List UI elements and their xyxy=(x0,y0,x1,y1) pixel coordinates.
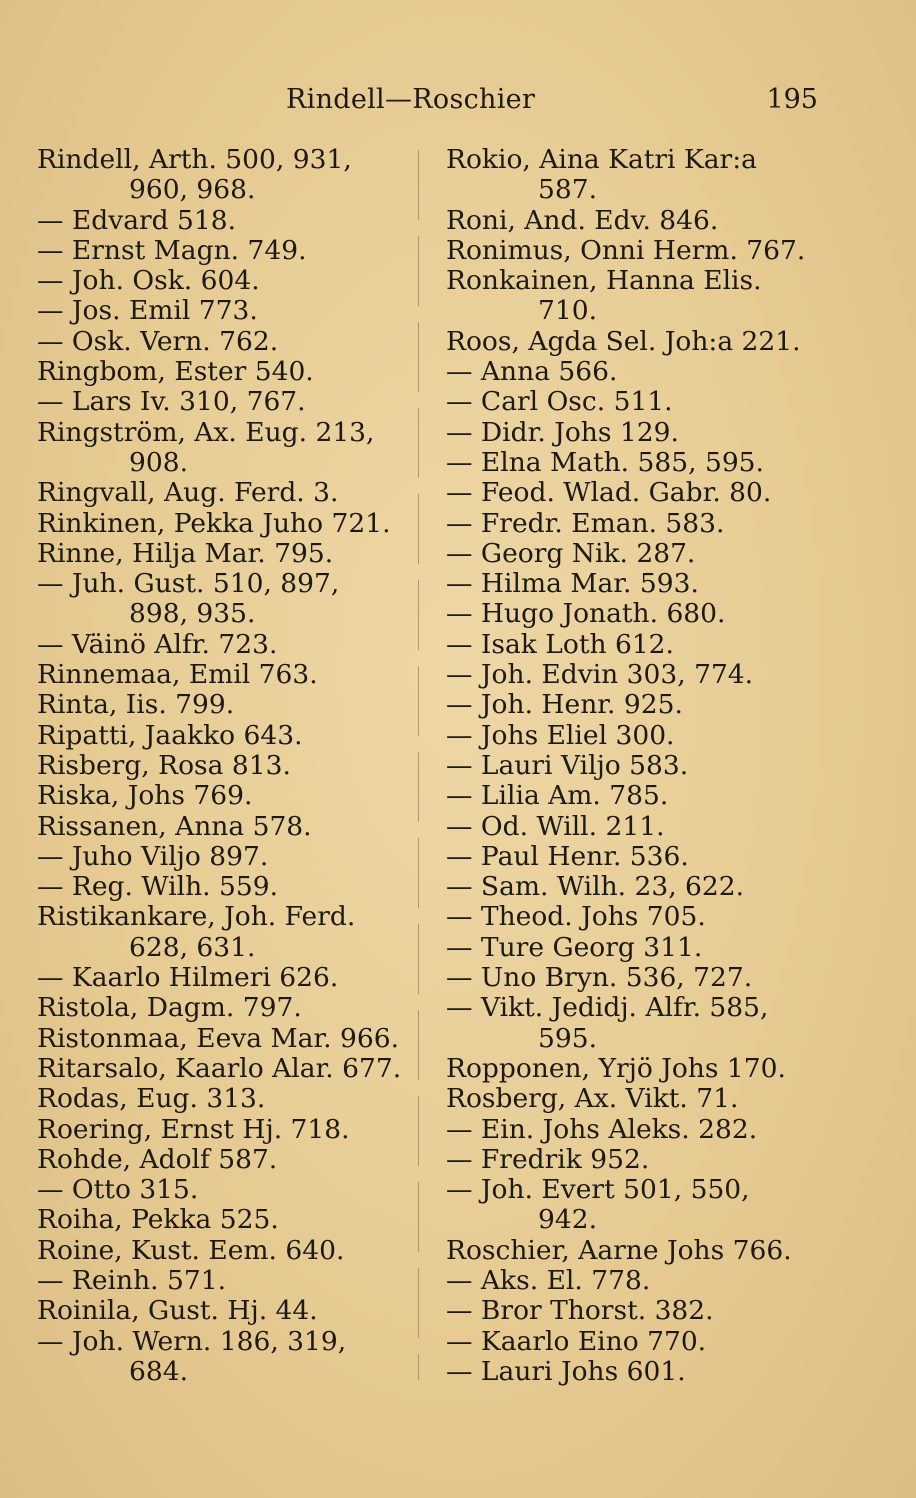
index-entry: — Ein. Johs Aleks. 282. xyxy=(446,1113,758,1145)
index-entry: — Hilma Mar. 593. xyxy=(446,568,699,600)
index-entry: Ritarsalo, Kaarlo Alar. 677. xyxy=(37,1052,402,1084)
index-entry-continuation: 595. xyxy=(538,1022,598,1054)
index-entry: Rissanen, Anna 578. xyxy=(37,810,312,842)
index-entry: — Georg Nik. 287. xyxy=(446,537,696,569)
index-entry: — Paul Henr. 536. xyxy=(446,840,689,872)
index-column-left xyxy=(37,144,402,1387)
index-entry: — Osk. Vern. 762. xyxy=(37,325,279,357)
index-entry: Roine, Kust. Eem. 640. xyxy=(37,1234,345,1266)
index-entry: Rinta, Iis. 799. xyxy=(37,689,235,721)
index-entry: Ronimus, Onni Herm. 767. xyxy=(446,234,806,266)
index-entry: Roering, Ernst Hj. 718. xyxy=(37,1113,350,1145)
index-entry: Roschier, Aarne Johs 766. xyxy=(446,1234,792,1266)
index-entry: — Lars Iv. 310, 767. xyxy=(37,386,306,418)
page-number: 195 xyxy=(766,84,818,115)
index-entry: — Isak Loth 612. xyxy=(446,628,674,660)
running-header xyxy=(0,84,916,124)
index-entry: Roinila, Gust. Hj. 44. xyxy=(37,1295,318,1327)
index-entry: — Ernst Magn. 749. xyxy=(37,234,307,266)
index-entry: Rodas, Eug. 313. xyxy=(37,1083,266,1115)
index-entry: Riska, Johs 769. xyxy=(37,780,253,812)
index-entry: — Edvard 518. xyxy=(37,204,237,236)
index-entry-continuation: 908. xyxy=(129,446,189,478)
index-entry: — Sam. Wilh. 23, 622. xyxy=(446,871,745,903)
index-entry: — Johs Eliel 300. xyxy=(446,719,675,751)
column-divider xyxy=(418,150,419,1380)
index-entry: Roos, Agda Sel. Joh:a 221. xyxy=(446,325,801,357)
index-entry: — Joh. Edvin 303, 774. xyxy=(446,659,754,691)
index-entry-continuation: 628, 631. xyxy=(129,931,256,963)
index-entry: — Vikt. Jedidj. Alfr. 585, xyxy=(446,992,769,1024)
index-entry: — Fredr. Eman. 583. xyxy=(446,507,725,539)
index-entry: Ristola, Dagm. 797. xyxy=(37,992,302,1024)
index-entry: Ringbom, Ester 540. xyxy=(37,356,314,388)
index-column-right xyxy=(446,145,816,1387)
index-entry: — Bror Thorst. 382. xyxy=(446,1295,714,1327)
index-entry: — Lauri Johs 601. xyxy=(446,1355,686,1387)
index-entry: Ristonmaa, Eeva Mar. 966. xyxy=(37,1022,400,1054)
index-entry-continuation: 942. xyxy=(538,1204,598,1236)
index-entry: Ristikankare, Joh. Ferd. xyxy=(37,901,356,933)
index-entry: — Väinö Alfr. 723. xyxy=(37,628,278,660)
index-entry: — Joh. Henr. 925. xyxy=(446,689,683,721)
index-entry: Rosberg, Ax. Vikt. 71. xyxy=(446,1083,739,1115)
index-entry: — Juh. Gust. 510, 897, xyxy=(37,568,340,600)
index-entry: Risberg, Rosa 813. xyxy=(37,749,291,781)
index-entry: Rinkinen, Pekka Juho 721. xyxy=(37,507,391,539)
index-entry: Rohde, Adolf 587. xyxy=(37,1143,278,1175)
index-entry-continuation: 960, 968. xyxy=(129,174,256,206)
index-entry: — Uno Bryn. 536, 727. xyxy=(446,962,753,994)
index-entry: — Anna 566. xyxy=(446,356,618,388)
index-entry: — Jos. Emil 773. xyxy=(37,295,258,327)
index-entry: Ropponen, Yrjö Johs 170. xyxy=(446,1052,786,1084)
index-entry: — Reg. Wilh. 559. xyxy=(37,871,279,903)
index-entry: Rokio, Aina Katri Kar:a xyxy=(446,144,757,175)
index-entry: — Elna Math. 585, 595. xyxy=(446,446,764,478)
index-entry: — Otto 315. xyxy=(37,1174,199,1206)
index-entry: — Joh. Evert 501, 550, xyxy=(446,1174,750,1206)
index-entry: Rindell, Arth. 500, 931, xyxy=(37,144,352,175)
index-entry: — Fredrik 952. xyxy=(446,1143,650,1175)
index-entry: — Juho Viljo 897. xyxy=(37,840,269,872)
index-entry: — Kaarlo Hilmeri 626. xyxy=(37,962,339,994)
index-entry-continuation: 898, 935. xyxy=(129,598,256,630)
index-entry: — Joh. Wern. 186, 319, xyxy=(37,1325,347,1357)
index-entry: — Ture Georg 311. xyxy=(446,931,703,963)
index-entry-continuation: 684. xyxy=(129,1355,189,1387)
index-entry: — Theod. Johs 705. xyxy=(446,901,706,933)
index-entry: — Feod. Wlad. Gabr. 80. xyxy=(446,477,772,509)
index-entry: — Reinh. 571. xyxy=(37,1264,227,1296)
index-entry: — Hugo Jonath. 680. xyxy=(446,598,726,630)
index-entry: Ronkainen, Hanna Elis. xyxy=(446,265,762,297)
index-entry: — Didr. Johs 129. xyxy=(446,416,679,448)
index-entry: Rinnemaa, Emil 763. xyxy=(37,659,318,691)
index-entry: Ripatti, Jaakko 643. xyxy=(37,719,303,751)
index-entry: — Kaarlo Eino 770. xyxy=(446,1325,707,1357)
index-entry: Ringvall, Aug. Ferd. 3. xyxy=(37,477,339,509)
index-entry-continuation: 587. xyxy=(538,174,598,206)
index-entry-continuation: 710. xyxy=(538,295,598,327)
index-entry: — Od. Will. 211. xyxy=(446,810,665,842)
index-entry: Roni, And. Edv. 846. xyxy=(446,204,719,236)
index-entry: Rinne, Hilja Mar. 795. xyxy=(37,537,334,569)
index-entry: — Joh. Osk. 604. xyxy=(37,265,260,297)
index-entry: Ringström, Ax. Eug. 213, xyxy=(37,416,375,448)
index-entry: — Lauri Viljo 583. xyxy=(446,749,689,781)
index-entry: Roiha, Pekka 525. xyxy=(37,1204,279,1236)
index-entry: — Aks. El. 778. xyxy=(446,1264,651,1296)
index-entry: — Lilia Am. 785. xyxy=(446,780,669,812)
running-head-title: Rindell—Roschier xyxy=(286,84,536,115)
index-entry: — Carl Osc. 511. xyxy=(446,386,673,418)
